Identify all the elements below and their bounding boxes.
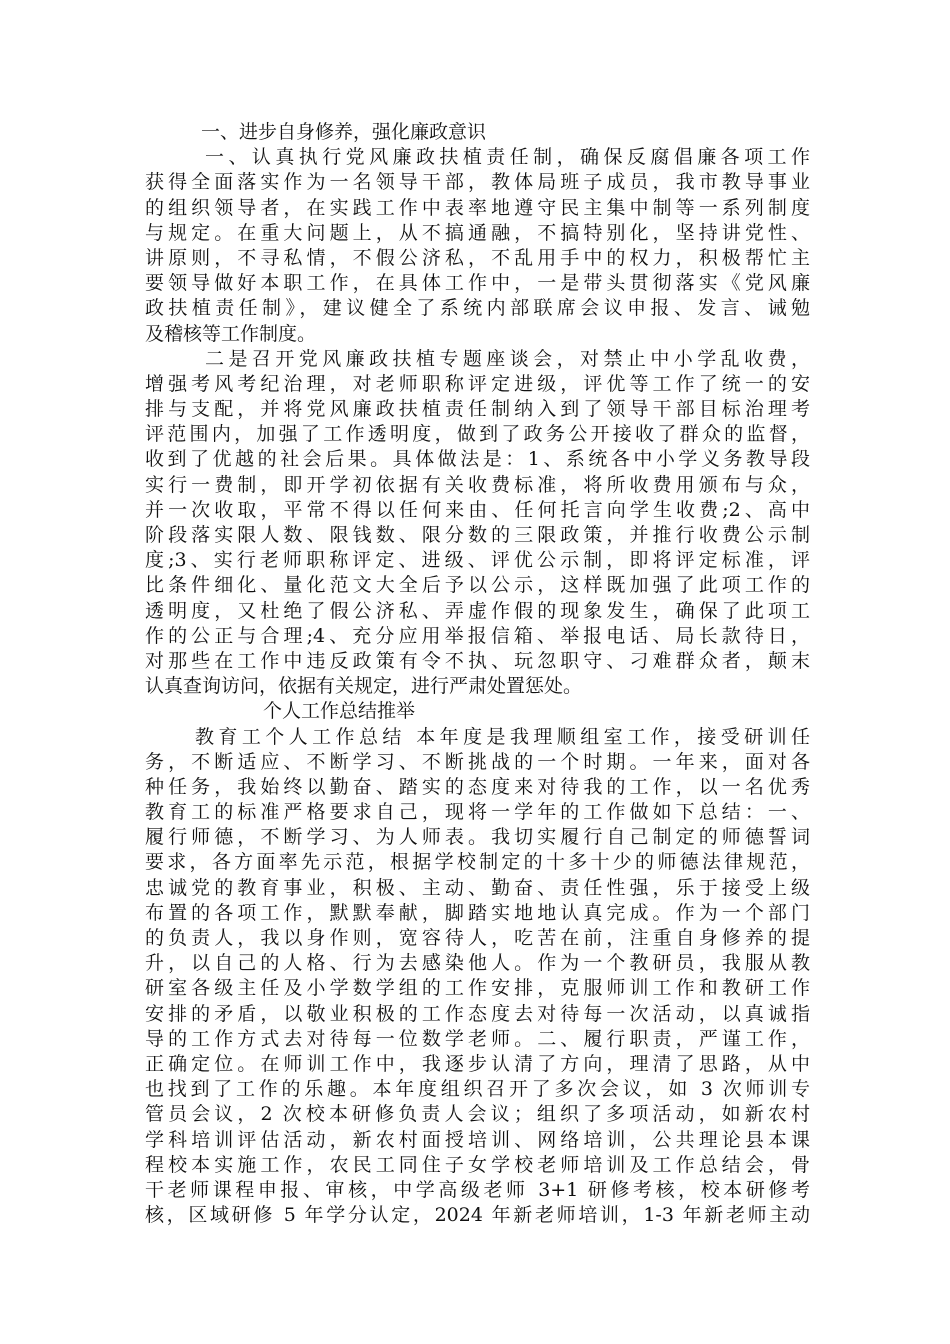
text-line: 透明度，又杜绝了假公济私、弄虚作假的现象发生，确保了此项工	[145, 599, 810, 622]
text-line: 也找到了工作的乐趣。本年度组织召开了多次会议，如 3 次师训专	[145, 1078, 810, 1101]
text-line: 的负责人，我以身作则，宽容待人，吃苦在前，注重自身修养的提	[145, 927, 810, 949]
text-line: 履行师德，不断学习、为人师表。我切实履行自己制定的师德誓词	[145, 826, 810, 849]
text-line: 政扶植责任制》，建议健全了系统内部联席会议申报、发言、诫勉	[145, 297, 810, 320]
text-line: 讲原则，不寻私情，不假公济私，不乱用手中的权力，积极帮忙主	[145, 246, 810, 269]
text-line: 务，不断适应、不断学习、不断挑战的一个时期。一年来，面对各	[145, 750, 810, 773]
text-line: 比条件细化、量化范文大全后予以公示，这样既加强了此项工作的	[145, 574, 810, 597]
text-line: 教育工个人工作总结 本年度是我理顺组室工作，接受研训任	[195, 725, 810, 748]
text-line: 增强考风考纪治理，对老师职称评定进级，评优等工作了统一的安	[145, 372, 810, 395]
text-line: 要求，各方面率先示范，根据学校制定的十多十少的师德法律规范，	[145, 851, 810, 874]
text-line: 导的工作方式去对待每一位数学老师。二、履行职责，严谨工作，	[145, 1027, 810, 1050]
text-line: 及稽核等工作制度。	[145, 322, 317, 345]
text-line: 干老师课程申报、审核，中学高级老师 3+1 研修考核，校本研修考	[145, 1178, 810, 1201]
text-line: 对那些在工作中违反政策有令不执、玩忽职守、刁难群众者，颠末	[145, 649, 810, 672]
text-line: 安排的矛盾，以敬业积极的工作态度去对待每一次活动，以真诚指	[145, 1002, 810, 1025]
document-page	[145, 120, 810, 1228]
text-line: 的组织领导者，在实践工作中表率地遵守民主集中制等一系列制度	[145, 196, 810, 219]
text-line: 排与支配，并将党风廉政扶植责任制纳入到了领导干部目标治理考	[145, 398, 810, 421]
text-line: 升，以自己的人格、行为去感染他人。作为一个教研员，我服从教	[145, 952, 810, 975]
text-line: 实行一费制，即开学初依据有关收费标准，将所收费用颁布与众，	[145, 473, 810, 496]
text-line: 要领导做好本职工作，在具体工作中，一是带头贯彻落实《党风廉	[145, 272, 810, 295]
text-line: 度;3、实行老师职称评定、进级、评优公示制，即将评定标准，评	[145, 549, 810, 572]
text-line: 与规定。在重大问题上，从不搞通融，不搞特别化，坚持讲党性、	[145, 221, 810, 244]
text-line: 获得全面落实作为一名领导干部，教体局班子成员，我市教导事业	[145, 171, 810, 194]
text-line: 收到了优越的社会后果。具体做法是：1、系统各中小学义务教导段	[145, 448, 810, 471]
text-line: 布置的各项工作，默默奉献，脚踏实地地认真完成。作为一个部门	[145, 901, 810, 924]
paragraph-1	[145, 145, 810, 347]
text-line: 程校本实施工作，农民工同住子女学校老师培训及工作总结会，骨	[145, 1153, 810, 1176]
text-line: 认真查询访问，依据有关规定，进行严肃处置惩处。	[145, 675, 583, 698]
paragraph-2	[145, 347, 810, 700]
text-line: 忠诚党的教育事业，积极、主动、勤奋、责任性强，乐于接受上级	[145, 876, 810, 899]
text-line: 种任务，我始终以勤奋、踏实的态度来对待我的工作，以一名优秀	[145, 775, 810, 798]
text-line: 核，区域研修 5 年学分认定，2024 年新老师培训，1-3 年新老师主动	[145, 1204, 810, 1227]
section-heading: 个人工作总结推举	[263, 700, 416, 723]
text-line: 研室各级主任及小学数学组的工作安排，克服师训工作和教研工作	[145, 977, 810, 1000]
section-heading: 一、进步自身修养，强化廉政意识	[201, 121, 487, 143]
text-line: 学科培训评估活动，新农村面授培训、网络培训，公共理论县本课	[145, 1128, 810, 1151]
text-line: 并一次收取，平常不得以任何来由、任何托言向学生收费;2、高中	[145, 498, 810, 521]
text-line: 二是召开党风廉政扶植专题座谈会，对禁止中小学乱收费，	[205, 347, 810, 370]
text-line: 作的公正与合理;4、充分应用举报信箱、举报电话、局长款待日，	[145, 624, 810, 647]
text-line: 教育工的标准严格要求自己，现将一学年的工作做如下总结：一、	[145, 801, 810, 824]
paragraph-3	[145, 725, 810, 1229]
text-line: 一、认真执行党风廉政扶植责任制，确保反腐倡廉各项工作	[205, 146, 810, 169]
text-line: 正确定位。在师训工作中，我逐步认清了方向，理清了思路，从中	[145, 1052, 810, 1075]
text-line: 评范围内，加强了工作透明度，做到了政务公开接收了群众的监督，	[145, 423, 810, 446]
text-line: 阶段落实限人数、限钱数、限分数的三限政策，并推行收费公示制	[145, 524, 810, 546]
text-line: 管员会议，2 次校本研修负责人会议；组织了多项活动，如新农村	[145, 1103, 810, 1126]
